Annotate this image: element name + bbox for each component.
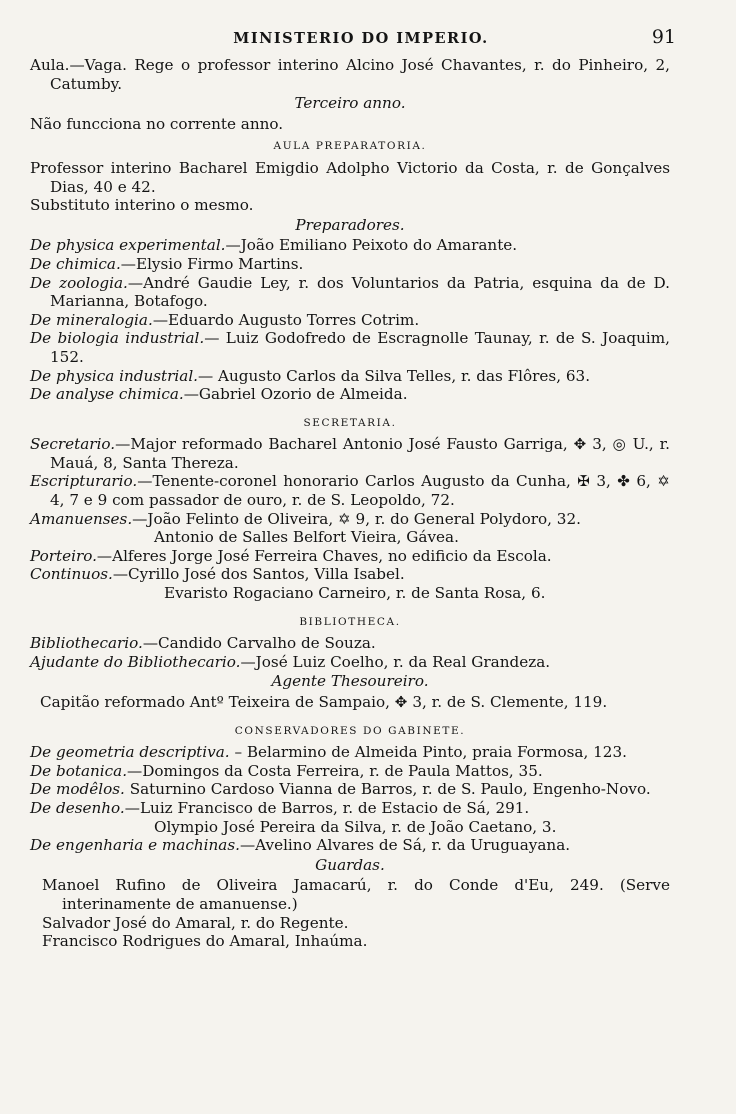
porteiro-text: —Alferes Jorge José Ferreira Chaves, no edificio da Escola. <box>96 546 552 565</box>
engenharia-role: De engenharia e machinas. <box>30 836 240 855</box>
preparador-role: De physica industrial. <box>30 366 199 385</box>
preparador-entry <box>30 329 670 366</box>
escripturario-role: Escripturario. <box>30 472 138 491</box>
conservador-role: De botanica. <box>30 761 128 780</box>
preparador-text: —Gabriel Ozorio de Almeida. <box>183 385 408 404</box>
conservador-text: Saturnino Cardoso Vianna de Barros, r. de S. Paulo, Engenho-Novo. <box>124 780 651 799</box>
engenharia-entry <box>30 836 670 855</box>
conservador-role: De geometria descriptiva. <box>30 743 230 762</box>
conservador-entry <box>30 799 670 818</box>
preparador-role: De zoologia. <box>30 273 128 292</box>
amanuenses-role: Amanuenses. <box>30 509 133 528</box>
bibliothecario-entry <box>30 634 670 653</box>
preparador-text: — Luiz Godofredo de Escragnolle Taunay, r. de S. Joaquim, 152. <box>50 329 670 366</box>
header-title: MINISTERIO DO IMPERIO. <box>233 30 489 47</box>
conservador-role: De desenho. <box>30 798 125 817</box>
preparador-text: —João Emiliano Peixoto do Amarante. <box>225 236 518 255</box>
conservador-entry <box>30 762 670 781</box>
guardas-heading: Guardas. <box>315 855 385 874</box>
secretario-role: Secretario. <box>30 435 116 454</box>
continuos-entry <box>30 565 670 584</box>
preparador-role: De mineralogia. <box>30 310 153 329</box>
preparador-entry <box>30 236 670 255</box>
guarda-entry: Manoel Rufino de Oliveira Jamacarú, r. do Conde d'Eu, 249. (Serve interinamente de amanuense.) <box>42 876 670 913</box>
preparador-text: — Augusto Carlos da Silva Telles, r. das Flôres, 63. <box>198 366 591 385</box>
preparador-entry <box>30 255 670 274</box>
page-number: 91 <box>651 26 676 48</box>
porteiro-role: Porteiro. <box>30 546 97 565</box>
ajudante-text: —José Luiz Coelho, r. da Real Grandeza. <box>240 652 551 671</box>
substituto-entry: Substituto interino o mesmo. <box>30 196 254 215</box>
escripturario-text: —Tenente-coronel honorario Carlos Augusto da Cunha, ✠ 3, ✤ 6, ✡ 4, 7 e 9 com passador de ouro, r. de S. Leopoldo, 72. <box>50 472 670 510</box>
conservador-text: —Luiz Francisco de Barros, r. de Estacio de Sá, 291. <box>124 798 530 817</box>
continuo-second: Evaristo Rogaciano Carneiro, r. de Santa Rosa, 6. <box>164 584 546 603</box>
preparador-entry <box>30 367 670 386</box>
bibliothecario-role: Bibliothecario. <box>30 634 143 653</box>
amanuenses-text: —João Felinto de Oliveira, ✡ 9, r. do General Polydoro, 32. <box>132 509 581 528</box>
guarda-entry: Francisco Rodrigues do Amaral, Inhaúma. <box>42 932 368 951</box>
amanuenses-entry <box>30 510 670 529</box>
agente-entry: Capitão reformado Antº Teixeira de Sampaio, ✥ 3, r. de S. Clemente, 119. <box>40 693 608 711</box>
amanuense-second: Antonio de Salles Belfort Vieira, Gávea. <box>154 528 459 547</box>
guarda-entry: Salvador José do Amaral, r. do Regente. <box>42 913 349 932</box>
document-page <box>30 26 676 951</box>
conservador-text: – Belarmino de Almeida Pinto, praia Formosa, 123. <box>229 743 627 762</box>
preparador-role: De analyse chimica. <box>30 385 184 404</box>
bibliotheca-heading: BIBLIOTHECA. <box>299 615 401 628</box>
preparador-entry <box>30 311 670 330</box>
preparador-text: —André Gaudie Ley, r. dos Voluntarios da Patria, esquina da de D. Marianna, Botafogo. <box>50 273 670 311</box>
secretario-text: —Major reformado Bacharel Antonio José Fausto Garriga, ✥ 3, ◎ U., r. Mauá, 8, Santa Thereza. <box>50 435 670 472</box>
aula-entry: Aula.—Vaga. Rege o professor interino Alcino José Chavantes, r. do Pinheiro, 2, Catumby. <box>30 56 670 93</box>
nao-funcciona-text: Não funcciona no corrente anno. <box>30 114 284 133</box>
preparadores-heading: Preparadores. <box>295 215 405 234</box>
desenho-second: Olympio José Pereira da Silva, r. de João Caetano, 3. <box>154 817 557 836</box>
preparador-role: De physica experimental. <box>30 236 226 255</box>
ajudante-role: Ajudante do Bibliothecario. <box>30 652 241 671</box>
porteiro-entry <box>30 547 670 566</box>
preparador-text: —Elysio Firmo Martins. <box>120 254 304 273</box>
engenharia-text: —Avelino Alvares de Sá, r. da Uruguayana. <box>239 836 571 855</box>
preparador-role: De chimica. <box>30 254 121 273</box>
aula-preparatoria-heading: AULA PREPARATORIA. <box>273 140 427 153</box>
continuos-text: —Cyrillo José dos Santos, Villa Isabel. <box>112 565 405 584</box>
preparador-role: De biologia industrial. <box>30 329 205 348</box>
secretaria-heading: SECRETARIA. <box>303 416 397 429</box>
secretario-entry <box>30 435 670 472</box>
continuos-role: Continuos. <box>30 565 113 584</box>
professor-entry: Professor interino Bacharel Emigdio Adolpho Victorio da Costa, r. de Gonçalves Dias, 40 e 42. <box>30 158 670 196</box>
agente-heading: Agente Thesoureiro. <box>271 672 429 691</box>
conservador-entry <box>30 743 670 762</box>
preparador-text: —Eduardo Augusto Torres Cotrim. <box>152 310 420 329</box>
conservador-entry <box>30 780 670 799</box>
conservadores-heading: CONSERVADORES DO GABINETE. <box>234 724 466 737</box>
terceiro-anno-heading: Terceiro anno. <box>294 94 406 113</box>
page-header <box>30 26 676 52</box>
escripturario-entry <box>30 472 670 509</box>
preparador-entry <box>30 274 670 311</box>
conservador-text: —Domingos da Costa Ferreira, r. de Paula Mattos, 35. <box>127 761 543 780</box>
ajudante-entry <box>30 653 670 672</box>
bibliothecario-text: —Candido Carvalho de Souza. <box>142 634 376 653</box>
conservador-role: De modêlos. <box>30 780 125 799</box>
preparador-entry <box>30 385 670 404</box>
